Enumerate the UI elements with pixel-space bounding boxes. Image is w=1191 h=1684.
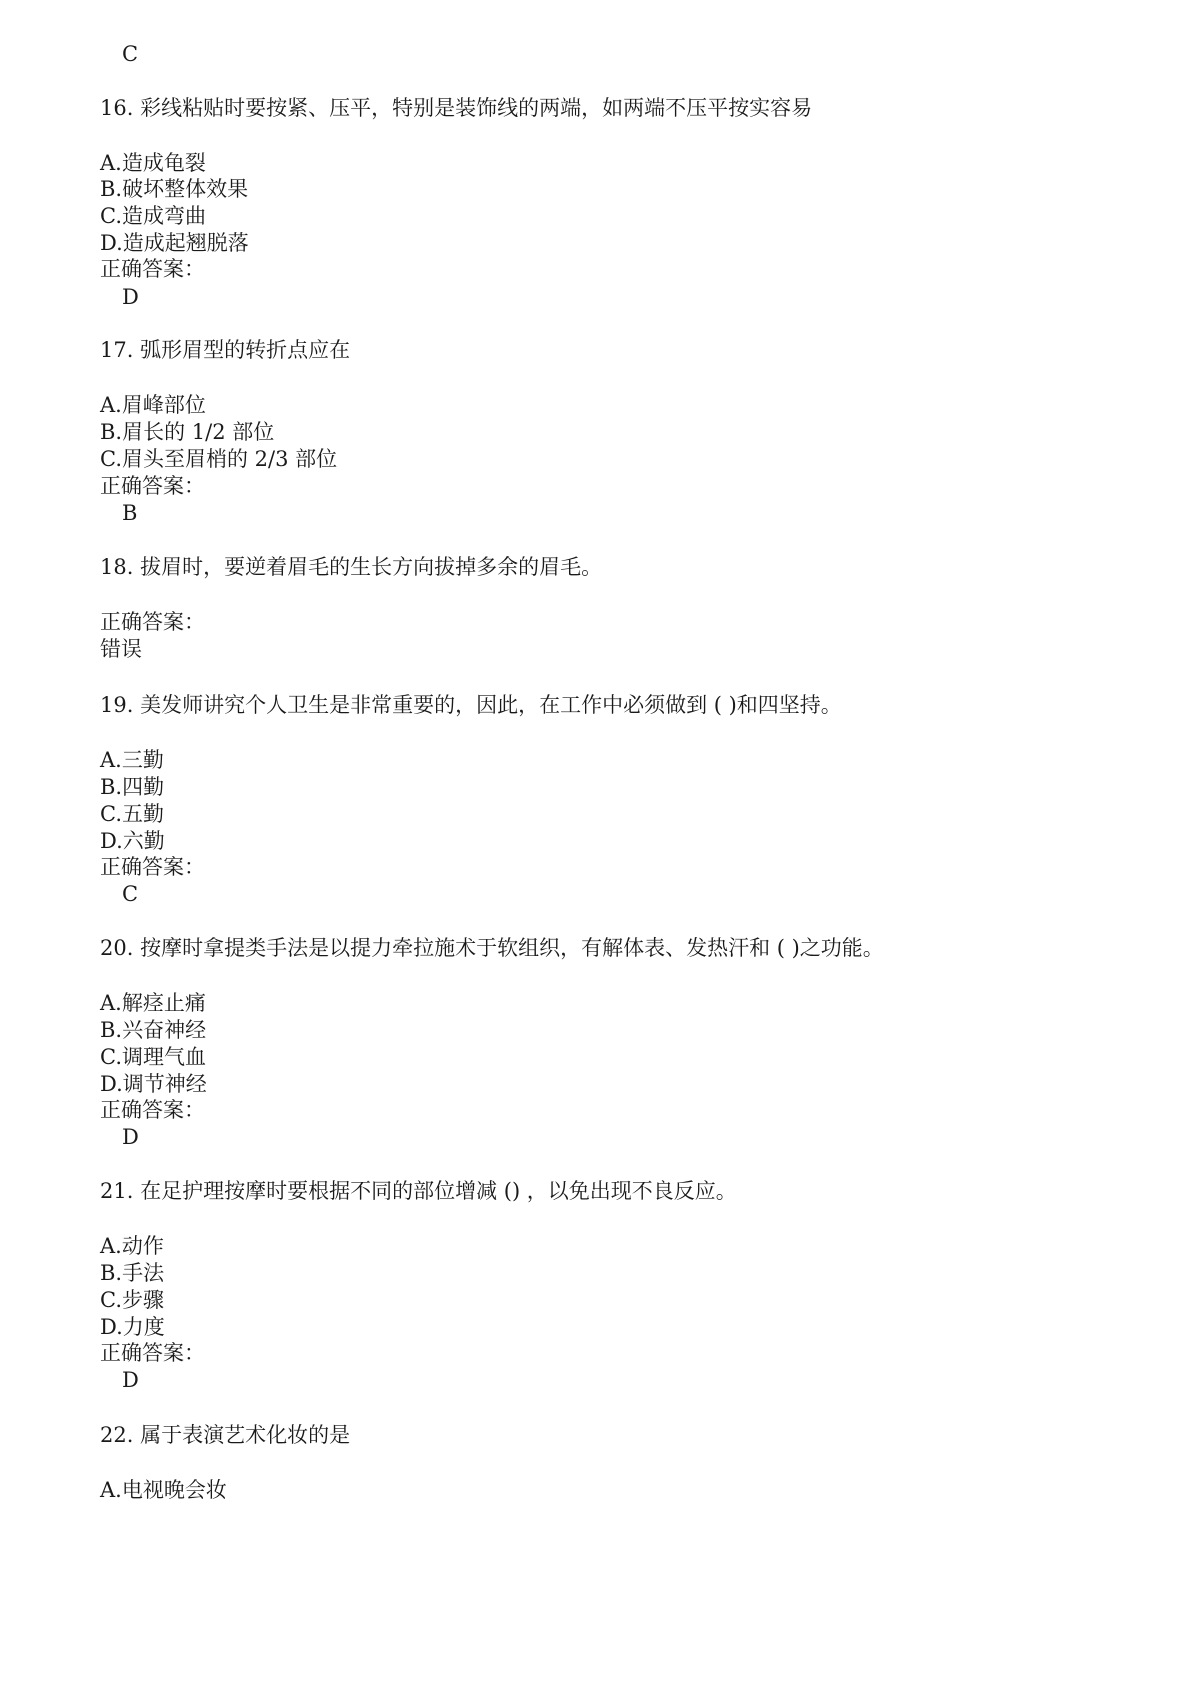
- question-19-option-c: C.五勤: [100, 802, 164, 826]
- question-20-option-a: A.解痉止痛: [100, 991, 206, 1015]
- question-16-option-d: D.造成起翘脱落: [100, 231, 249, 255]
- question-16-option-b: B.破坏整体效果: [100, 177, 249, 201]
- question-19-option-d: D.六勤: [100, 829, 165, 853]
- question-17-answer: B: [122, 501, 138, 525]
- question-22-option-a: A.电视晚会妆: [100, 1478, 227, 1502]
- question-19-answer: C: [122, 882, 139, 906]
- question-20-answer-label: 正确答案：: [100, 1098, 205, 1122]
- question-16-answer: D: [122, 285, 139, 309]
- question-17-option-c: C.眉头至眉梢的 2/3 部位: [100, 447, 338, 471]
- question-16-answer-label: 正确答案：: [100, 257, 205, 281]
- question-17-option-a: A.眉峰部位: [100, 393, 206, 417]
- question-19-option-a: A.三勤: [100, 748, 164, 772]
- question-21-answer-label: 正确答案：: [100, 1341, 205, 1365]
- question-20-option-b: B.兴奋神经: [100, 1018, 207, 1042]
- question-19-answer-label: 正确答案：: [100, 855, 205, 879]
- question-21-option-b: B.手法: [100, 1261, 165, 1285]
- question-19-option-b: B.四勤: [100, 775, 165, 799]
- question-19-stem: 19. 美发师讲究个人卫生是非常重要的，因此，在工作中必须做到 ( )和四坚持。: [100, 693, 842, 717]
- question-22-stem: 22. 属于表演艺术化妆的是: [100, 1423, 351, 1447]
- question-21-stem: 21. 在足护理按摩时要根据不同的部位增减 () ，以免出现不良反应。: [100, 1179, 737, 1203]
- question-16-option-a: A.造成龟裂: [100, 151, 206, 175]
- question-16-stem: 16. 彩线粘贴时要按紧、压平，特别是装饰线的两端，如两端不压平按实容易: [100, 96, 813, 120]
- question-18-stem: 18. 拔眉时，要逆着眉毛的生长方向拔掉多余的眉毛。: [100, 555, 603, 579]
- lead-answer: C: [122, 42, 139, 66]
- question-20-stem: 20. 按摩时拿提类手法是以提力牵拉施术于软组织，有解体表、发热汗和 ( )之功能。: [100, 936, 884, 960]
- question-20-option-c: C.调理气血: [100, 1045, 206, 1069]
- question-17-option-b: B.眉长的 1/2 部位: [100, 420, 275, 444]
- question-17-answer-label: 正确答案：: [100, 474, 205, 498]
- question-16-option-c: C.造成弯曲: [100, 204, 206, 228]
- question-20-answer: D: [122, 1125, 139, 1149]
- question-20-option-d: D.调节神经: [100, 1072, 207, 1096]
- question-21-answer: D: [122, 1368, 139, 1392]
- question-17-stem: 17. 弧形眉型的转折点应在: [100, 338, 351, 362]
- question-21-option-d: D.力度: [100, 1315, 165, 1339]
- question-21-option-c: C.步骤: [100, 1288, 164, 1312]
- question-18-answer-label: 正确答案：: [100, 610, 205, 634]
- question-18-answer: 错误: [100, 637, 142, 661]
- question-21-option-a: A.动作: [100, 1234, 164, 1258]
